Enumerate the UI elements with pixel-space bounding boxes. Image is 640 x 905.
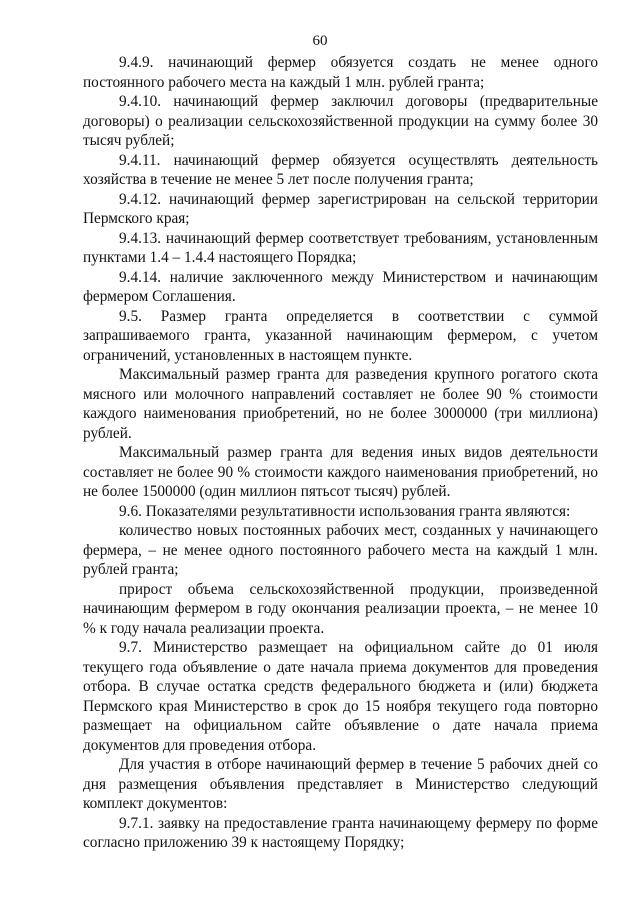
paragraph-9-6: 9.6. Показателями результативности использования гранта являются: bbox=[119, 502, 571, 520]
paragraph-9-7-1: 9.7.1. заявку на предоставление гранта начинающему фермеру по форме согласно приложению 39 к настоящему Порядку; bbox=[83, 814, 598, 851]
paragraph-new-jobs: количество новых постоянных рабочих мест, созданных у начинающего фермера, – не менее одного постоянного рабочего места на каждый 1 млн. рублей гранта; bbox=[83, 522, 598, 578]
paragraph-max-grant-cattle: Максимальный размер гранта для разведения крупного рогатого скота мясного или молочного направлений составляет не более 90 % стоимости каждого наименования приобретений, но не более 3000000 (три миллиона) рублей. bbox=[83, 366, 598, 442]
paragraph-production-growth: прирост объема сельскохозяйственной продукции, произведенной начинающим фермером в году окончания реализации проекта, – не менее 10 % к году начала реализации проекта. bbox=[83, 580, 598, 637]
paragraph-9-4-12: 9.4.12. начинающий фермер зарегистрирован на сельской территории Пермского края; bbox=[83, 190, 598, 227]
paragraph-max-grant-other: Максимальный размер гранта для ведения иных видов деятельности составляет не более 90 % стоимости каждого наименования приобретений, но не более 1500000 (один миллион пятьсот тысяч) рублей. bbox=[83, 444, 598, 500]
paragraph-9-7: 9.7. Министерство размещает на официальном сайте до 01 июля текущего года объявление о дате начала приема документов для проведения отбора. В случае остатка средств федерального бюджета и (или) бюджета Пермского края Министерство в срок до 15 ноября текущего года повторно размещает на официальном сайте объявление о дате начала приема документов для проведения отбора. bbox=[83, 639, 598, 754]
paragraph-9-4-10: 9.4.10. начинающий фермер заключил договоры (предварительные договоры) о реализации сельскохозяйственной продукции на сумму более 30 тысяч рублей; bbox=[83, 93, 598, 149]
paragraph-9-4-14: 9.4.14. наличие заключенного между Министерством и начинающим фермером Соглашения. bbox=[83, 268, 598, 305]
paragraph-selection-participation: Для участия в отборе начинающий фермер в течение 5 рабочих дней со дня размещения объявления представляет в Министерство следующий комплект документов: bbox=[83, 756, 598, 812]
document-body bbox=[83, 53, 598, 853]
paragraph-9-5: 9.5. Размер гранта определяется в соответствии с суммой запрашиваемого гранта, указанной начинающим фермером, с учетом ограничений, установленных в настоящем пункте. bbox=[83, 307, 598, 364]
page-number: 60 bbox=[312, 33, 328, 49]
paragraph-9-4-9: 9.4.9. начинающий фермер обязуется создать не менее одного постоянного рабочего места на каждый 1 млн. рублей гранта; bbox=[83, 54, 598, 91]
paragraph-9-4-11: 9.4.11. начинающий фермер обязуется осуществлять деятельность хозяйства в течение не менее 5 лет после получения гранта; bbox=[83, 151, 598, 188]
paragraph-9-4-13: 9.4.13. начинающий фермер соответствует требованиям, установленным пунктами 1.4 – 1.4.4 настоящего Порядка; bbox=[83, 229, 598, 266]
